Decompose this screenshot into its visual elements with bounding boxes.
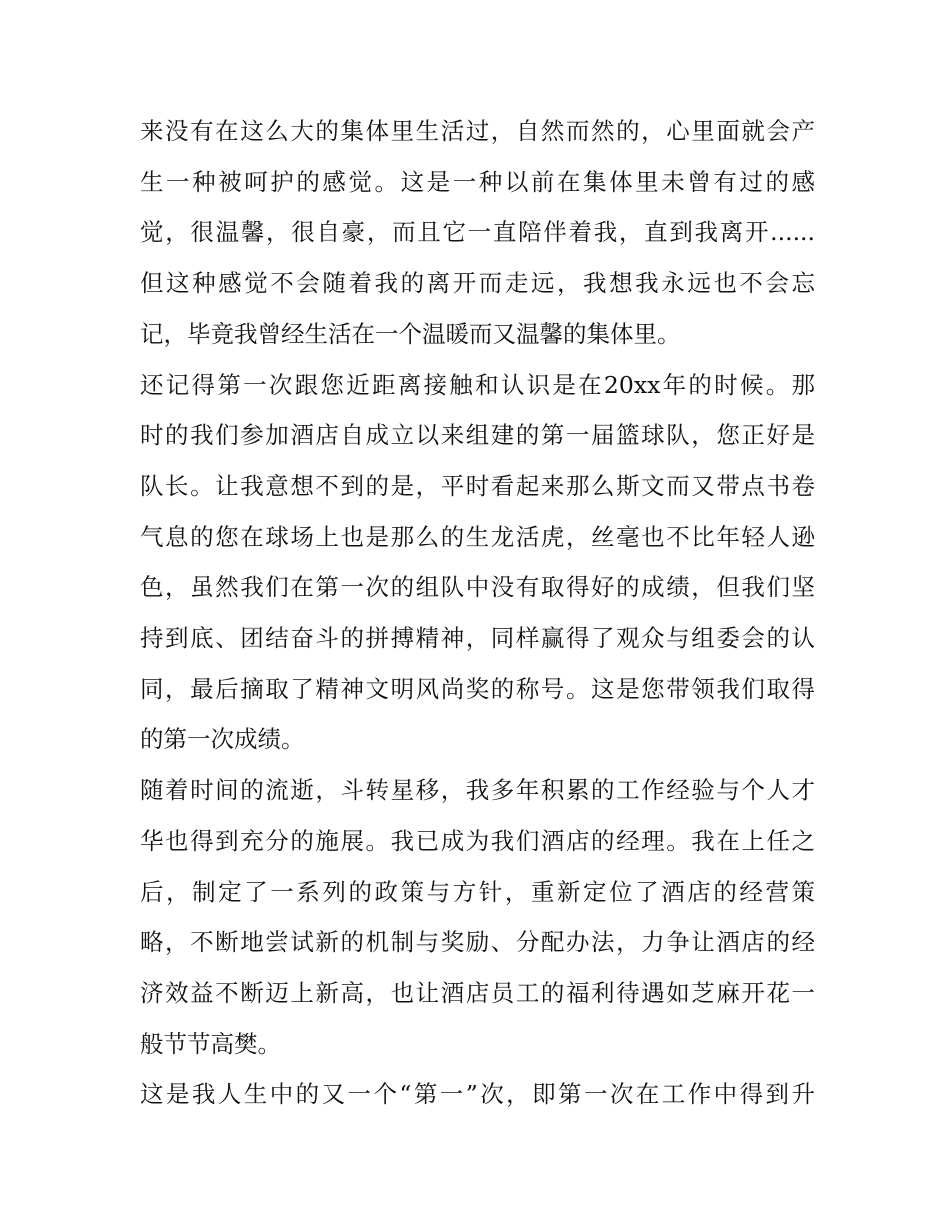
text-line: 觉，很温馨，很自豪，而且它一直陪伴着我，直到我离开...... bbox=[140, 218, 815, 247]
text-line: 后，制定了一系列的政策与方针，重新定位了酒店的经营策 bbox=[140, 877, 815, 906]
paragraph-4 bbox=[140, 1069, 815, 1120]
text-line: 的第一次成绩。 bbox=[140, 725, 305, 754]
text-line: 还记得第一次跟您近距离接触和认识是在20xx年的时候。那 bbox=[140, 370, 815, 399]
text-line: 随着时间的流逝，斗转星移，我多年积累的工作经验与个人才 bbox=[140, 776, 815, 805]
document-page bbox=[140, 106, 815, 1120]
text-line: 记，毕竟我曾经生活在一个温暖而又温馨的集体里。 bbox=[140, 319, 681, 348]
text-line: 队长。让我意想不到的是，平时看起来那么斯文而又带点书卷 bbox=[140, 471, 815, 500]
text-line: 这是我人生中的又一个“第一”次，即第一次在工作中得到升 bbox=[140, 1080, 815, 1109]
paragraph-2 bbox=[140, 360, 815, 766]
text-line: 持到底、团结奋斗的拼搏精神，同样赢得了观众与组委会的认 bbox=[140, 624, 815, 653]
text-line: 略，不断地尝试新的机制与奖励、分配办法，力争让酒店的经 bbox=[140, 928, 815, 957]
text-line: 同，最后摘取了精神文明风尚奖的称号。这是您带领我们取得 bbox=[140, 674, 815, 703]
text-line: 气息的您在球场上也是那么的生龙活虎，丝毫也不比年轻人逊 bbox=[140, 522, 815, 551]
text-line: 来没有在这么大的集体里生活过，自然而然的，心里面就会产 bbox=[140, 117, 815, 145]
text-line: 华也得到充分的施展。我已成为我们酒店的经理。我在上任之 bbox=[140, 826, 815, 855]
text-line: 但这种感觉不会随着我的离开而走远，我想我永远也不会忘 bbox=[140, 269, 815, 298]
text-line: 般节节高樊。 bbox=[140, 1029, 281, 1058]
paragraph-1 bbox=[140, 106, 815, 360]
text-line: 色，虽然我们在第一次的组队中没有取得好的成绩，但我们坚 bbox=[140, 573, 815, 602]
text-line: 时的我们参加酒店自成立以来组建的第一届篮球队，您正好是 bbox=[140, 421, 815, 450]
paragraph-3 bbox=[140, 765, 815, 1069]
text-line: 生一种被呵护的感觉。这是一种以前在集体里未曾有过的感 bbox=[140, 167, 815, 196]
text-line: 济效益不断迈上新高，也让酒店员工的福利待遇如芝麻开花一 bbox=[140, 978, 815, 1007]
